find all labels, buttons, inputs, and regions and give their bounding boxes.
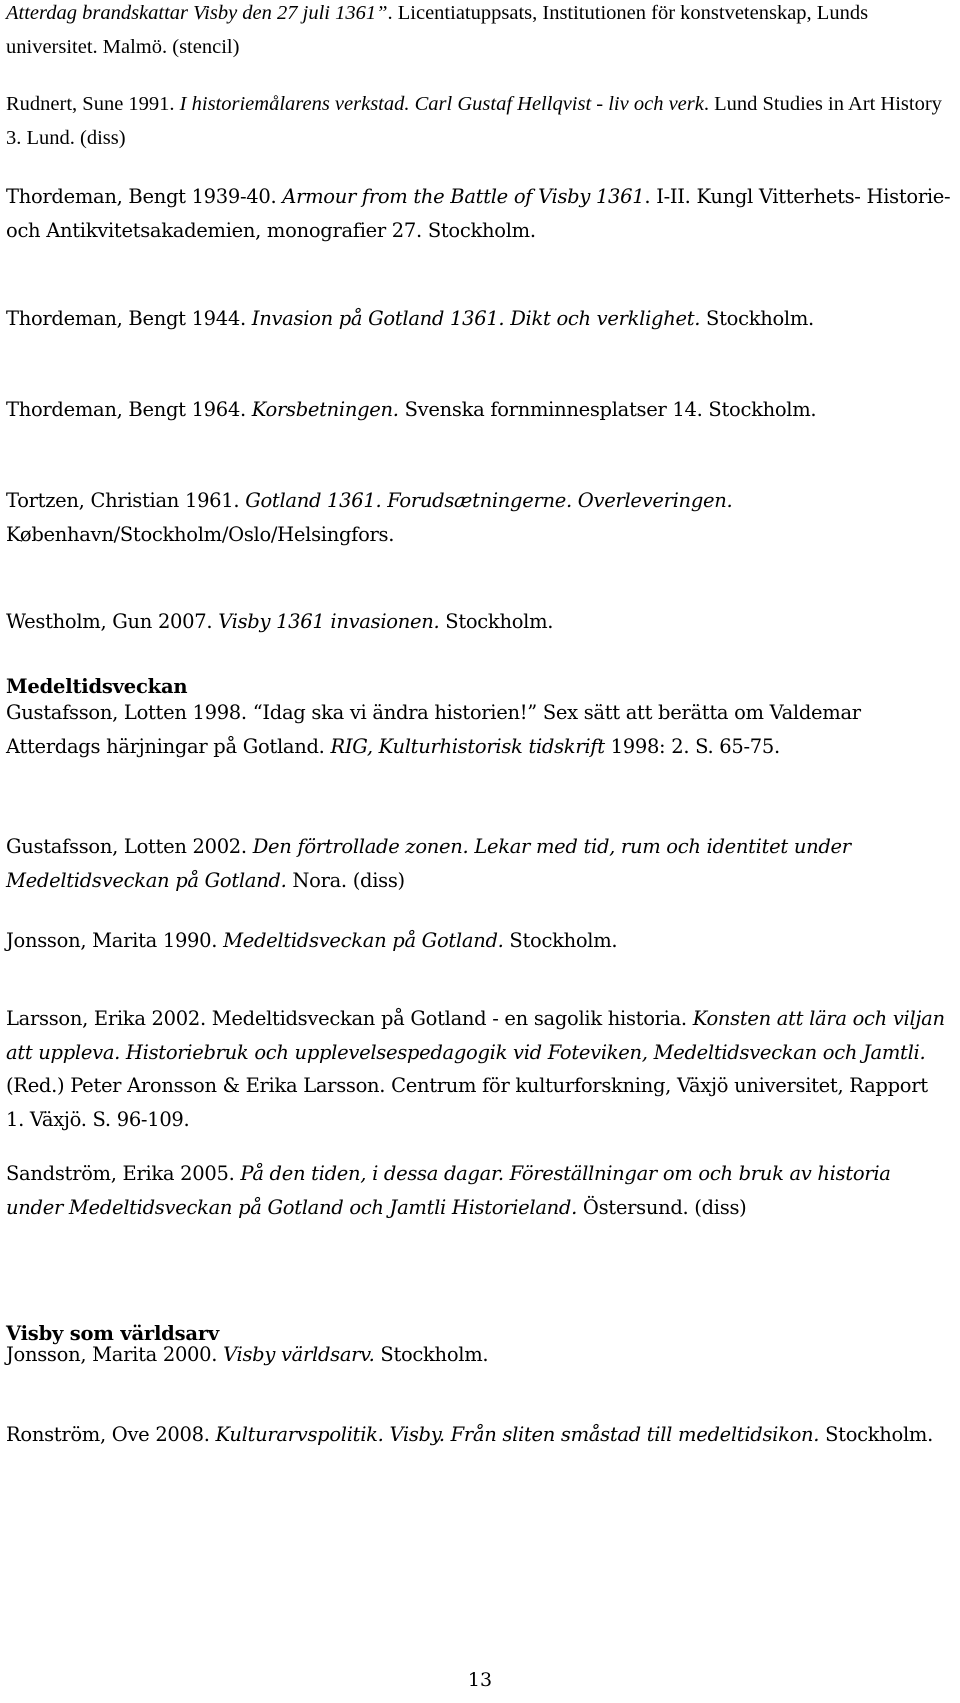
italic-title: Gotland 1361. Forudsætningerne. Overleveringen.	[245, 489, 733, 512]
reference-entry	[6, 0, 951, 64]
italic-title: Konsten att lära och viljan att uppleva. Historiebruk och upplevelsespedagogik vid Foteviken, Medeltidsveckan och Jamtli.	[6, 1007, 945, 1064]
citation-text: Stockholm.	[374, 1343, 489, 1366]
citation-text: Gustafsson, Lotten 2002.	[6, 835, 253, 858]
citation-text: (Red.) Peter Aronsson & Erika Larsson. Centrum för kulturforskning, Växjö universitet, Rapport 1. Växjö. S. 96-109.	[6, 1074, 928, 1131]
italic-title: Invasion på Gotland 1361. Dikt och verklighet.	[251, 307, 701, 330]
citation-text: . Lund Studies in Art History 3. Lund. (diss)	[6, 93, 942, 149]
citation-text: Thordeman, Bengt 1944.	[6, 307, 252, 330]
citation-text: Stockholm.	[819, 1423, 934, 1446]
reference-entry	[6, 1157, 951, 1224]
italic-title: Visby 1361 invasionen.	[218, 610, 440, 633]
reference-entry	[6, 88, 951, 155]
citation-text: Ronström, Ove 2008.	[6, 1423, 216, 1446]
reference-entry	[6, 696, 951, 763]
section-heading-medeltidsveckan: Medeltidsveckan	[6, 675, 188, 698]
citation-text: . Licentiatuppsats, Institutionen för konstvetenskap, Lunds universitet. Malmö. (stencil)	[6, 2, 869, 58]
citation-text: Westholm, Gun 2007.	[6, 610, 219, 633]
italic-title: Armour from the Battle of Visby 1361	[282, 185, 645, 208]
italic-title: RIG, Kulturhistorisk tidskrift	[330, 734, 605, 758]
citation-text: Larsson, Erika 2002. Medeltidsveckan på Gotland - en sagolik historia.	[6, 1007, 693, 1030]
citation-text: Svenska fornminnesplatser 14. Stockholm.	[398, 398, 817, 421]
italic-title: Medeltidsveckan på Gotland.	[223, 929, 504, 952]
reference-entry	[6, 924, 951, 958]
citation-text: Thordeman, Bengt 1964.	[6, 398, 252, 421]
citation-text: Rudnert, Sune 1991.	[6, 93, 180, 115]
citation-text: Thordeman, Bengt 1939-40.	[6, 185, 283, 208]
citation-text: Jonsson, Marita 1990.	[6, 929, 224, 952]
italic-title: Visby världsarv.	[223, 1343, 375, 1366]
reference-entry	[6, 180, 951, 247]
page-number: 13	[467, 1669, 493, 1691]
reference-entry	[6, 302, 951, 336]
citation-text: Tortzen, Christian 1961.	[6, 489, 246, 512]
citation-text: Jonsson, Marita 2000.	[6, 1343, 224, 1366]
italic-title: Kulturarvspolitik. Visby. Från sliten småstad till medeltidsikon.	[215, 1423, 820, 1446]
reference-entry	[6, 393, 951, 427]
italic-title: I historiemålarens verkstad. Carl Gustaf Hellqvist - liv och verk	[179, 93, 704, 115]
citation-text: Nora. (diss)	[286, 868, 405, 892]
citation-text: Stockholm.	[439, 610, 554, 633]
citation-text: Sandström, Erika 2005.	[6, 1162, 241, 1185]
citation-text: Östersund. (diss)	[577, 1195, 747, 1219]
reference-entry	[6, 1338, 951, 1372]
reference-entry	[6, 1002, 951, 1136]
citation-text: Gustafsson, Lotten 1998. “Idag ska vi ändra historien!” Sex sätt att berätta om Valdemar Atterdags härjningar på Gotland.	[6, 701, 861, 758]
citation-text: 1998: 2. S. 65-75.	[604, 734, 780, 758]
citation-text: Stockholm.	[503, 929, 618, 952]
citation-text: . I-II. Kungl Vitterhets- Historie- och Antikvitetsakademien, monografier 27. Stockholm.	[6, 185, 951, 242]
reference-entry	[6, 830, 951, 897]
section-heading-visby-varldsarv: Visby som världsarv	[6, 1322, 220, 1345]
italic-title: På den tiden, i dessa dagar. Föreställningar om och bruk av historia under Medeltidsveckan på Gotland och Jamtli Historieland.	[6, 1162, 891, 1219]
reference-entry	[6, 605, 951, 639]
citation-text: København/Stockholm/Oslo/Helsingfors.	[6, 522, 395, 546]
italic-title: Korsbetningen.	[251, 398, 399, 421]
reference-entry	[6, 1418, 951, 1452]
italic-title: Atterdag brandskattar Visby den 27 juli 1361”	[6, 2, 388, 24]
reference-entry	[6, 484, 951, 551]
citation-text: Stockholm.	[700, 307, 814, 330]
italic-title: Den förtrollade zonen. Lekar med tid, rum och identitet under Medeltidsveckan på Gotland.	[6, 835, 851, 892]
